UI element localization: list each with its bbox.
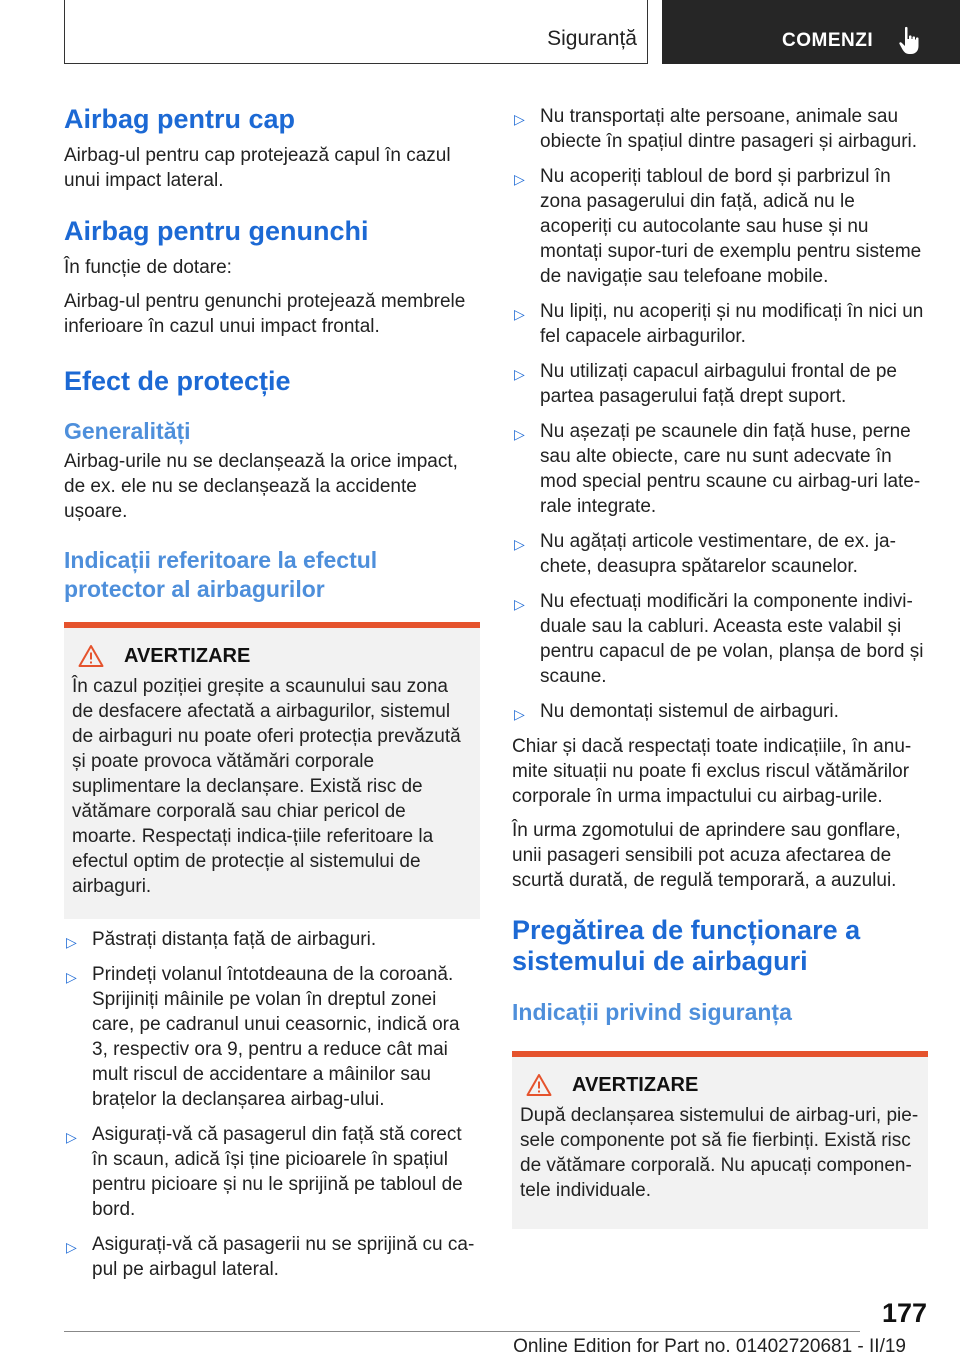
triangle-bullet-icon: ▷ [514, 111, 525, 127]
footer-divider [64, 1331, 860, 1332]
triangle-bullet-icon: ▷ [514, 426, 525, 442]
warning-triangle-icon [526, 1073, 552, 1097]
warning-text: După declanșarea sistemului de airbag-uri, pie-sele componente pot să fie fierbinți. Există risc de vătămare corporală. Nu apucați componen-tele individuale. [520, 1105, 919, 1201]
text-airbag-cap: Airbag-ul pentru cap protejează capul în cazul unui impact lateral. [64, 145, 451, 191]
triangle-bullet-icon: ▷ [66, 969, 77, 985]
list-item: ▷ Asigurați-vă că pasagerul din față stă corect în scaun, adică își ține picioarele în spațiul pentru picioare și nu le sprijină pe tabloul de bord. [66, 1124, 463, 1220]
triangle-bullet-icon: ▷ [514, 366, 525, 382]
tab-comenzi[interactable] [662, 0, 960, 64]
triangle-bullet-icon: ▷ [66, 1129, 77, 1145]
header-frame [64, 0, 648, 64]
warning-text: În cazul poziției greșite a scaunului sau zona de desfacere afectată a airbagurilor, sistemul de airbaguri nu poate oferi protecția prevăzută și poate provoca vătămări corporale suplimentare la declanșare. Există risc de vătămare corporală sau chiar pericol de moarte. Respectați indica-țiile referitoare la efectul optim de protecție al sistemului de airbaguri. [72, 676, 461, 897]
warning-title: AVERTIZARE [572, 1073, 699, 1096]
footer-edition: Online Edition for Part no. 01402720681 - II/19 [513, 1336, 906, 1357]
list-item: ▷ Nu utilizați capacul airbagului frontal de pe partea pasagerului față drept suport. [514, 361, 897, 407]
list-item: ▷ Nu efectuați modificări la componente indivi-duale sau la cabluri. Aceasta este valabil și pentru capacul de pe volan, planșa de bord și scaune. [514, 591, 924, 687]
text-genunchi-dotare: În funcție de dotare: [64, 257, 232, 278]
text-genunchi-protectie: Airbag-ul pentru genunchi protejează membrele inferioare în cazul unui impact frontal. [64, 291, 466, 337]
triangle-bullet-icon: ▷ [514, 536, 525, 552]
tab-comenzi-label: COMENZI [782, 30, 874, 51]
heading-indicatii-siguranta: Indicații privind siguranța [512, 999, 792, 1025]
text-chiar-daca: Chiar și dacă respectați toate indicațiile, în anu-mite situații nu poate fi exclus riscul vătămărilor corporale în urma impactului cu airbag-urile. [512, 736, 912, 807]
heading-generalitati: Generalități [64, 418, 191, 444]
text-zgomot: În urma zgomotului de aprindere sau gonflare, unii pasageri sensibili pot acuza afectarea de scurtă durată, de regulă temporară, a auzului. [512, 820, 901, 891]
list-item: ▷ Nu așezați pe scaunele din față huse, perne sau alte obiecte, care nu sunt adecvate în mod special pentru scaune cu airbag-uri late-rale integrate. [514, 421, 921, 517]
list-item: ▷ Nu agățați articole vestimentare, de ex. ja-chete, deasupra spătarelor scaunelor. [514, 531, 896, 577]
heading-airbag-cap: Airbag pentru cap [64, 104, 296, 134]
page-number: 177 [881, 1298, 927, 1328]
triangle-bullet-icon: ▷ [66, 1239, 77, 1255]
triangle-bullet-icon: ▷ [514, 706, 525, 722]
left-column [64, 100, 480, 1292]
heading-indicatii-efect: Indicații referitoare la efectul protector al airbagurilor [64, 547, 378, 602]
triangle-bullet-icon: ▷ [514, 171, 525, 187]
text-generalitati: Airbag-urile nu se declanșează la orice impact, de ex. ele nu se declanșează la accidente ușoare. [64, 451, 458, 522]
warning-title: AVERTIZARE [124, 644, 251, 667]
heading-airbag-genunchi: Airbag pentru genunchi [64, 216, 369, 246]
triangle-bullet-icon: ▷ [514, 306, 525, 322]
bullet-list [512, 104, 928, 724]
triangle-bullet-icon: ▷ [66, 934, 77, 950]
list-item: ▷ Asigurați-vă că pasagerii nu se sprijină cu ca-pul pe airbagul lateral. [66, 1234, 475, 1280]
right-column [512, 104, 928, 1229]
heading-pregatire: Pregătirea de funcționare a sistemului de airbaguri [512, 915, 861, 976]
heading-efect-protectie: Efect de protecție [64, 366, 291, 396]
warning-box [512, 1051, 928, 1229]
list-item: ▷ Prindeți volanul întotdeauna de la coroană. Sprijiniți mâinile pe volan în dreptul zonei care, pe cadranul unui ceasornic, indică ora 3, respectiv ora 9, pentru a reduce cât mai mult riscul de accidentare a mâinilor sau brațelor la declanșarea airbag-ului. [66, 964, 460, 1110]
triangle-bullet-icon: ▷ [514, 596, 525, 612]
list-item: ▷ Păstrați distanța față de airbaguri. [64, 927, 480, 952]
warning-triangle-icon [78, 644, 104, 668]
list-item: ▷ Nu lipiți, nu acoperiți și nu modificați în nici un fel capacele airbagurilor. [514, 301, 924, 347]
list-item: ▷ Nu transportați alte persoane, animale sau obiecte în spațiul dintre pasageri și airbaguri. [514, 106, 918, 152]
pointing-hand-icon [894, 24, 926, 56]
list-item: ▷ Nu demontați sistemul de airbaguri. [512, 699, 928, 724]
section-title: Siguranță [547, 27, 637, 50]
warning-box [64, 622, 480, 919]
bullet-list [64, 927, 480, 1282]
list-item: ▷ Nu acoperiți tabloul de bord și parbrizul în zona pasagerului din față, adică nu le acoperiți cu autocolante sau huse și nu montați supor-turi de exemplu pentru sisteme de navigație sau telefoane mobile. [514, 166, 922, 287]
